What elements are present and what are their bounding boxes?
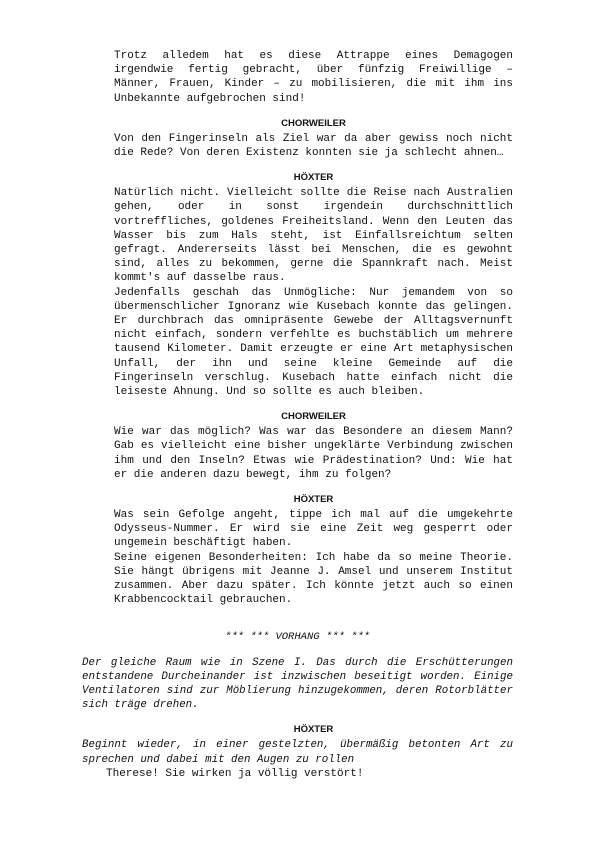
speech-block-1 — [82, 49, 513, 106]
speaker-name: HÖXTER — [293, 724, 334, 736]
speech-paragraph: Jedenfalls geschah das Unmögliche: Nur jemandem von so übermenschlicher Ignoranz wie Kusebach konnte das gelingen. Er durchbrach das omnipräsente Gewebe der Alltagsvernunft nicht einfach, sondern verfehlte es buchstäblich um mehrere tausend Kilometer. Damit erzeugte er eine Art metaphysischen Unfall, der ihn und seine kleine Gemeinde auf die Fingerinseln verschlug. Kusebach hatte einfach nicht die leiseste Ahnung. Und so sollte es auch bleiben. — [114, 286, 513, 399]
curtain-marker: *** *** VORHANG *** *** — [225, 630, 370, 643]
speech-paragraph: Seine eigenen Besonderheiten: Ich habe da so meine Theorie. Sie hängt übrigens mit Jeanne J. Amsel und unserem Institut zusammen. Aber dazu später. Ich könnte jetzt auch so einen Krabbencocktail gebrauchen. — [114, 551, 513, 607]
speaker-name: HÖXTER — [293, 494, 334, 506]
speaker-name: CHORWEILER — [281, 117, 346, 129]
speech-block-5 — [82, 508, 513, 607]
speech-block-2 — [82, 132, 513, 160]
speech-paragraph: Von den Fingerinseln als Ziel war da aber gewiss noch nicht die Rede? Von deren Existenz konnten sie ja schlecht ahnen… — [114, 132, 513, 160]
speaker-name: HÖXTER — [293, 172, 334, 184]
stage-direction: Der gleiche Raum wie in Szene I. Das durch die Erschütterungen entstandene Durcheinander ist inzwischen beseitigt worden. Einige Ventilatoren sind zur Möblierung hinzugekommen, deren Rotorblätter sich träge drehen. — [82, 656, 513, 712]
speech-block-4 — [82, 425, 513, 482]
acting-direction: Beginnt wieder, in einer gestelzten, übermäßig betonten Art zu sprechen und dabei mit den Augen zu rollen — [82, 739, 513, 766]
speech-paragraph: Was sein Gefolge angeht, tippe ich mal auf die umgekehrte Odysseus-Nummer. Er wird sie eine Zeit weg gesperrt oder ungemein beschäftigt haben. — [114, 509, 513, 550]
speech-paragraph: Trotz alledem hat es diese Attrappe eines Demagogen irgendwie fertig gebracht, über fünfzig Freiwillige – Männer, Frauen, Kinder – zu mobilisieren, die mit ihm ins Unbekannte aufgebrochen sind! — [114, 50, 513, 105]
speech-paragraph: Natürlich nicht. Vielleicht sollte die Reise nach Australien gehen, oder in sonst irgendein durchschnittlich vortreffliches, goldenes Freiheitsland. Wenn den Leuten das Wasser bis zum Hals steht, ist Einfallsreichtum selten gefragt. Andererseits lässt bei Menschen, die es gewohnt sind, alles zu bekommen, gerne die Spannkraft nach. Meist kommt's auf dasselbe raus. — [114, 187, 513, 285]
speech-paragraph: Wie war das möglich? Was war das Besondere an diesem Mann? Gab es vielleicht eine bisher ungeklärte Verbindung zwischen ihm und den Inseln? Etwas wie Prädestination? Und: Wie hat er die anderen dazu bewegt, ihm zu folgen? — [114, 426, 513, 481]
speaker-name: CHORWEILER — [281, 411, 346, 423]
speech-block-3 — [82, 186, 513, 399]
dialogue-line: Therese! Sie wirken ja völlig verstört! — [106, 767, 364, 780]
